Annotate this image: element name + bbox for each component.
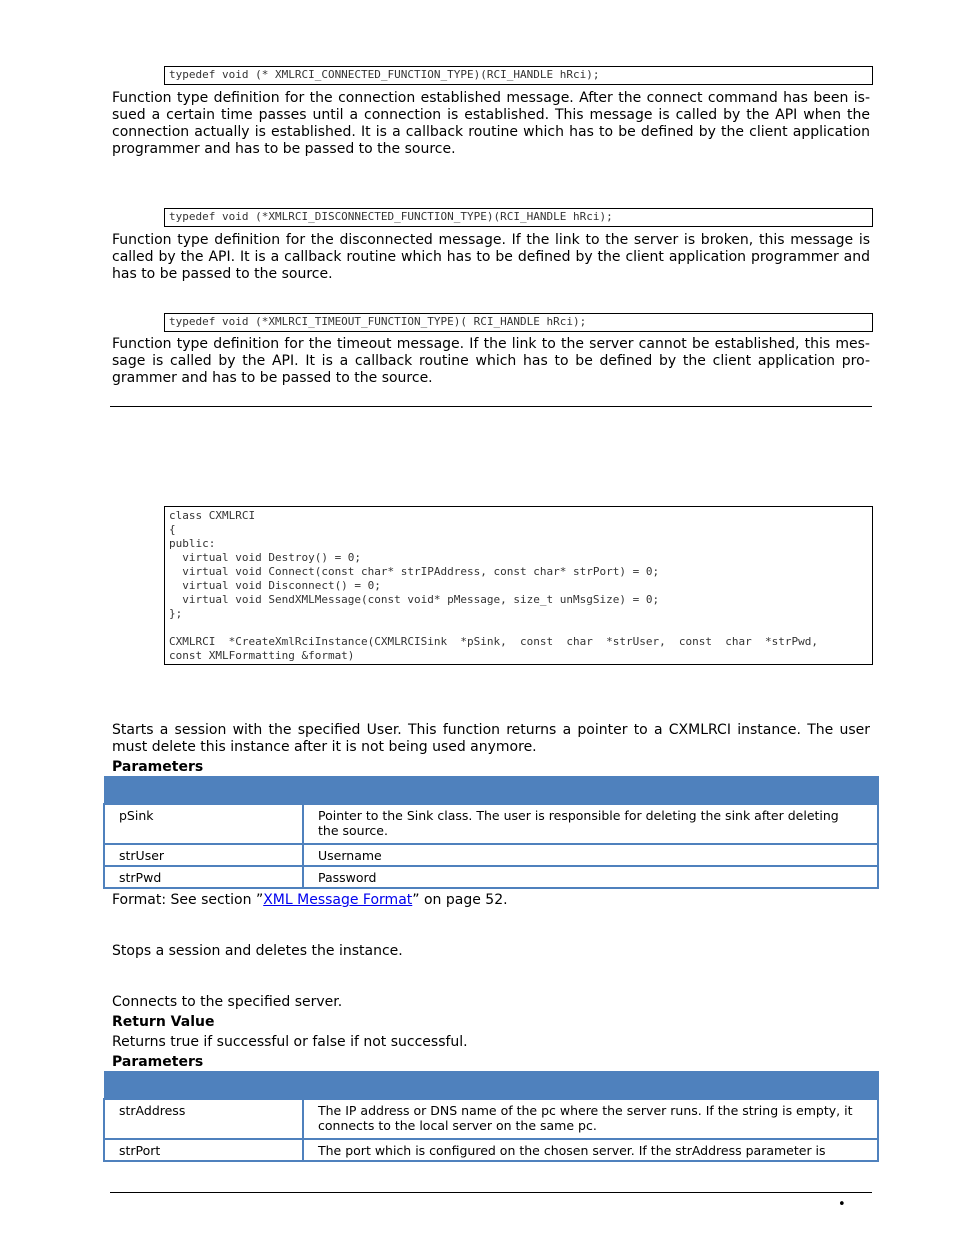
footer-bullet: • — [838, 1197, 846, 1212]
connect-description: Connects to the specified server. — [112, 994, 343, 1010]
table-row — [104, 1139, 878, 1161]
param-desc: The port which is configured on the chosen server. If the strAddress parameter is — [303, 1139, 878, 1161]
format-suffix: ” on page 52. — [412, 892, 508, 908]
xml-message-format-link[interactable]: XML Message Format — [263, 892, 413, 908]
connected-description: Function type definition for the connection established message. After the connect command has been is-sued a certain time passes until a connection is established. This message is called by the API when the connection actually is established. It is a callback routine which has to be defined by the client application programmer and has to be passed to the source. — [112, 90, 870, 157]
param-desc: Username — [303, 844, 878, 866]
code-disconnected-typedef: typedef void (*XMLRCI_DISCONNECTED_FUNCTION_TYPE)(RCI_HANDLE hRci); — [164, 208, 873, 227]
param-desc: The IP address or DNS name of the pc where the server runs. If the string is empty, it connects to the local server on the same pc. — [303, 1099, 878, 1139]
create-parameters-table — [103, 776, 879, 889]
code-timeout-typedef: typedef void (*XMLRCI_TIMEOUT_FUNCTION_TYPE)( RCI_HANDLE hRci); — [164, 313, 873, 332]
return-value-description: Returns true if successful or false if not successful. — [112, 1034, 468, 1050]
param-name: pSink — [104, 804, 303, 844]
timeout-description: Function type definition for the timeout message. If the link to the server cannot be established, this mes-sage is called by the API. It is a callback routine which has to be defined by the client application pro-grammer and has to be passed to the source. — [112, 336, 870, 386]
parameters-heading: Parameters — [112, 1054, 204, 1070]
param-name: strPort — [104, 1139, 303, 1161]
param-desc: Password — [303, 866, 878, 888]
table-row — [104, 1099, 878, 1139]
param-name: strAddress — [104, 1099, 303, 1139]
disconnected-description: Function type definition for the disconnected message. If the link to the server is broken, this message is called by the API. It is a callback routine which has to be defined by the client application programmer and has to be passed to the source. — [112, 232, 870, 282]
param-desc: Pointer to the Sink class. The user is responsible for deleting the sink after deleting the source. — [303, 804, 878, 844]
table-header-cell — [104, 777, 878, 805]
create-description: Starts a session with the specified User. This function returns a pointer to a CXMLRCI instance. The user must delete this instance after it is not being used anymore. — [112, 722, 870, 755]
table-header-row — [104, 1072, 878, 1100]
table-row — [104, 866, 878, 888]
footer-divider — [110, 1192, 872, 1193]
section-divider — [110, 406, 872, 407]
table-row — [104, 804, 878, 844]
destroy-description: Stops a session and deletes the instance. — [112, 943, 403, 959]
format-prefix: Format: See section ” — [112, 892, 264, 908]
return-value-heading: Return Value — [112, 1014, 215, 1030]
param-name: strPwd — [104, 866, 303, 888]
table-header-cell — [104, 1072, 878, 1100]
parameters-heading: Parameters — [112, 759, 204, 775]
code-class-definition: class CXMLRCI { public: virtual void Destroy() = 0; virtual void Connect(const char* strIPAddress, const char* strPort) = 0; virtual void Disconnect() = 0; virtual void SendXMLMessage(const void* pMessage, size_t unMsgSize) = 0; }; CXMLRCI *CreateXmlRciInstance(CXMLRCISink *pSink, const char *strUser, const char *strPwd, const XMLFormatting &format) — [164, 506, 873, 665]
code-connected-typedef: typedef void (* XMLRCI_CONNECTED_FUNCTION_TYPE)(RCI_HANDLE hRci); — [164, 66, 873, 85]
table-header-row — [104, 777, 878, 805]
connect-parameters-table — [103, 1071, 879, 1162]
format-note — [112, 892, 870, 909]
table-row — [104, 844, 878, 866]
param-name: strUser — [104, 844, 303, 866]
